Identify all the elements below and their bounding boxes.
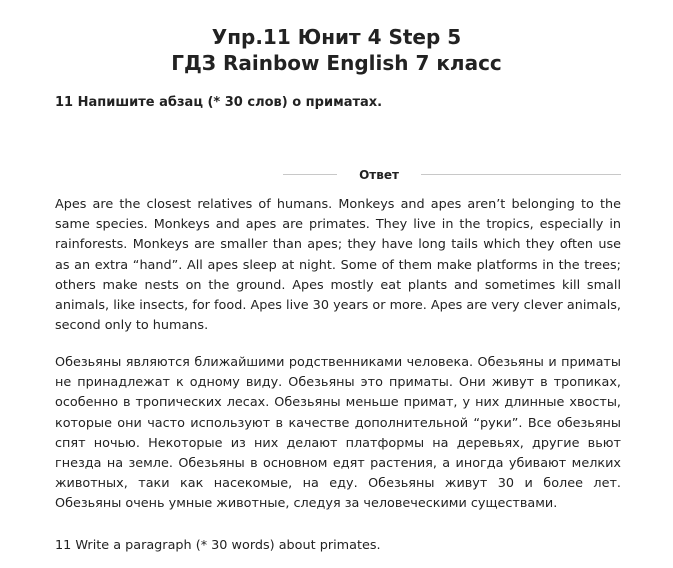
page-title-line-2: ГДЗ Rainbow English 7 класс — [171, 51, 502, 75]
divider-line-right — [421, 174, 621, 175]
page-title-line-1: Упр.11 Юнит 4 Step 5 — [211, 25, 462, 49]
answer-label: Ответ — [359, 168, 399, 182]
task-heading: 11 Напишите абзац (* 30 слов) о приматах. — [55, 95, 383, 110]
task-english: 11 Write a paragraph (* 30 words) about primates. — [55, 538, 381, 553]
answer-paragraph-russian: Обезьяны являются ближайшими родственниками человека. Обезьяны и приматы не принадлежат к одному виду. Обезьяны это приматы. Они живут в тропиках, особенно в тропических лесах. Обезьяны меньше примат, у них длинные хвосты, которые они часто используют в качестве дополнительной “руки”. Все обезьяны спят ночью. Некоторые из них делают платформы на деревьях, другие вьют гнезда на земле. Обезьяны в основном едят растения, а иногда убивают мелких животных, таки как насекомые, на еду. Обезьяны живут 30 и более лет. Обезьяны очень умные животные, следуя за человеческими существами. — [55, 355, 621, 512]
divider-line-left — [283, 174, 337, 175]
answer-divider — [55, 165, 621, 185]
answer-paragraph-english: Apes are the closest relatives of humans. Monkeys and apes aren’t belonging to the same species. Monkeys and apes are primates. They live in the tropics, especially in rainforests. Monkeys are smaller than apes; they have long tails which they often use as an extra “hand”. All apes sleep at night. Some of them make platforms in the trees; others make nests on the ground. Apes mostly eat plants and sometimes kill small animals, like insects, for food. Apes live 30 years or more. Apes are very clever animals, second only to humans. — [55, 197, 621, 334]
